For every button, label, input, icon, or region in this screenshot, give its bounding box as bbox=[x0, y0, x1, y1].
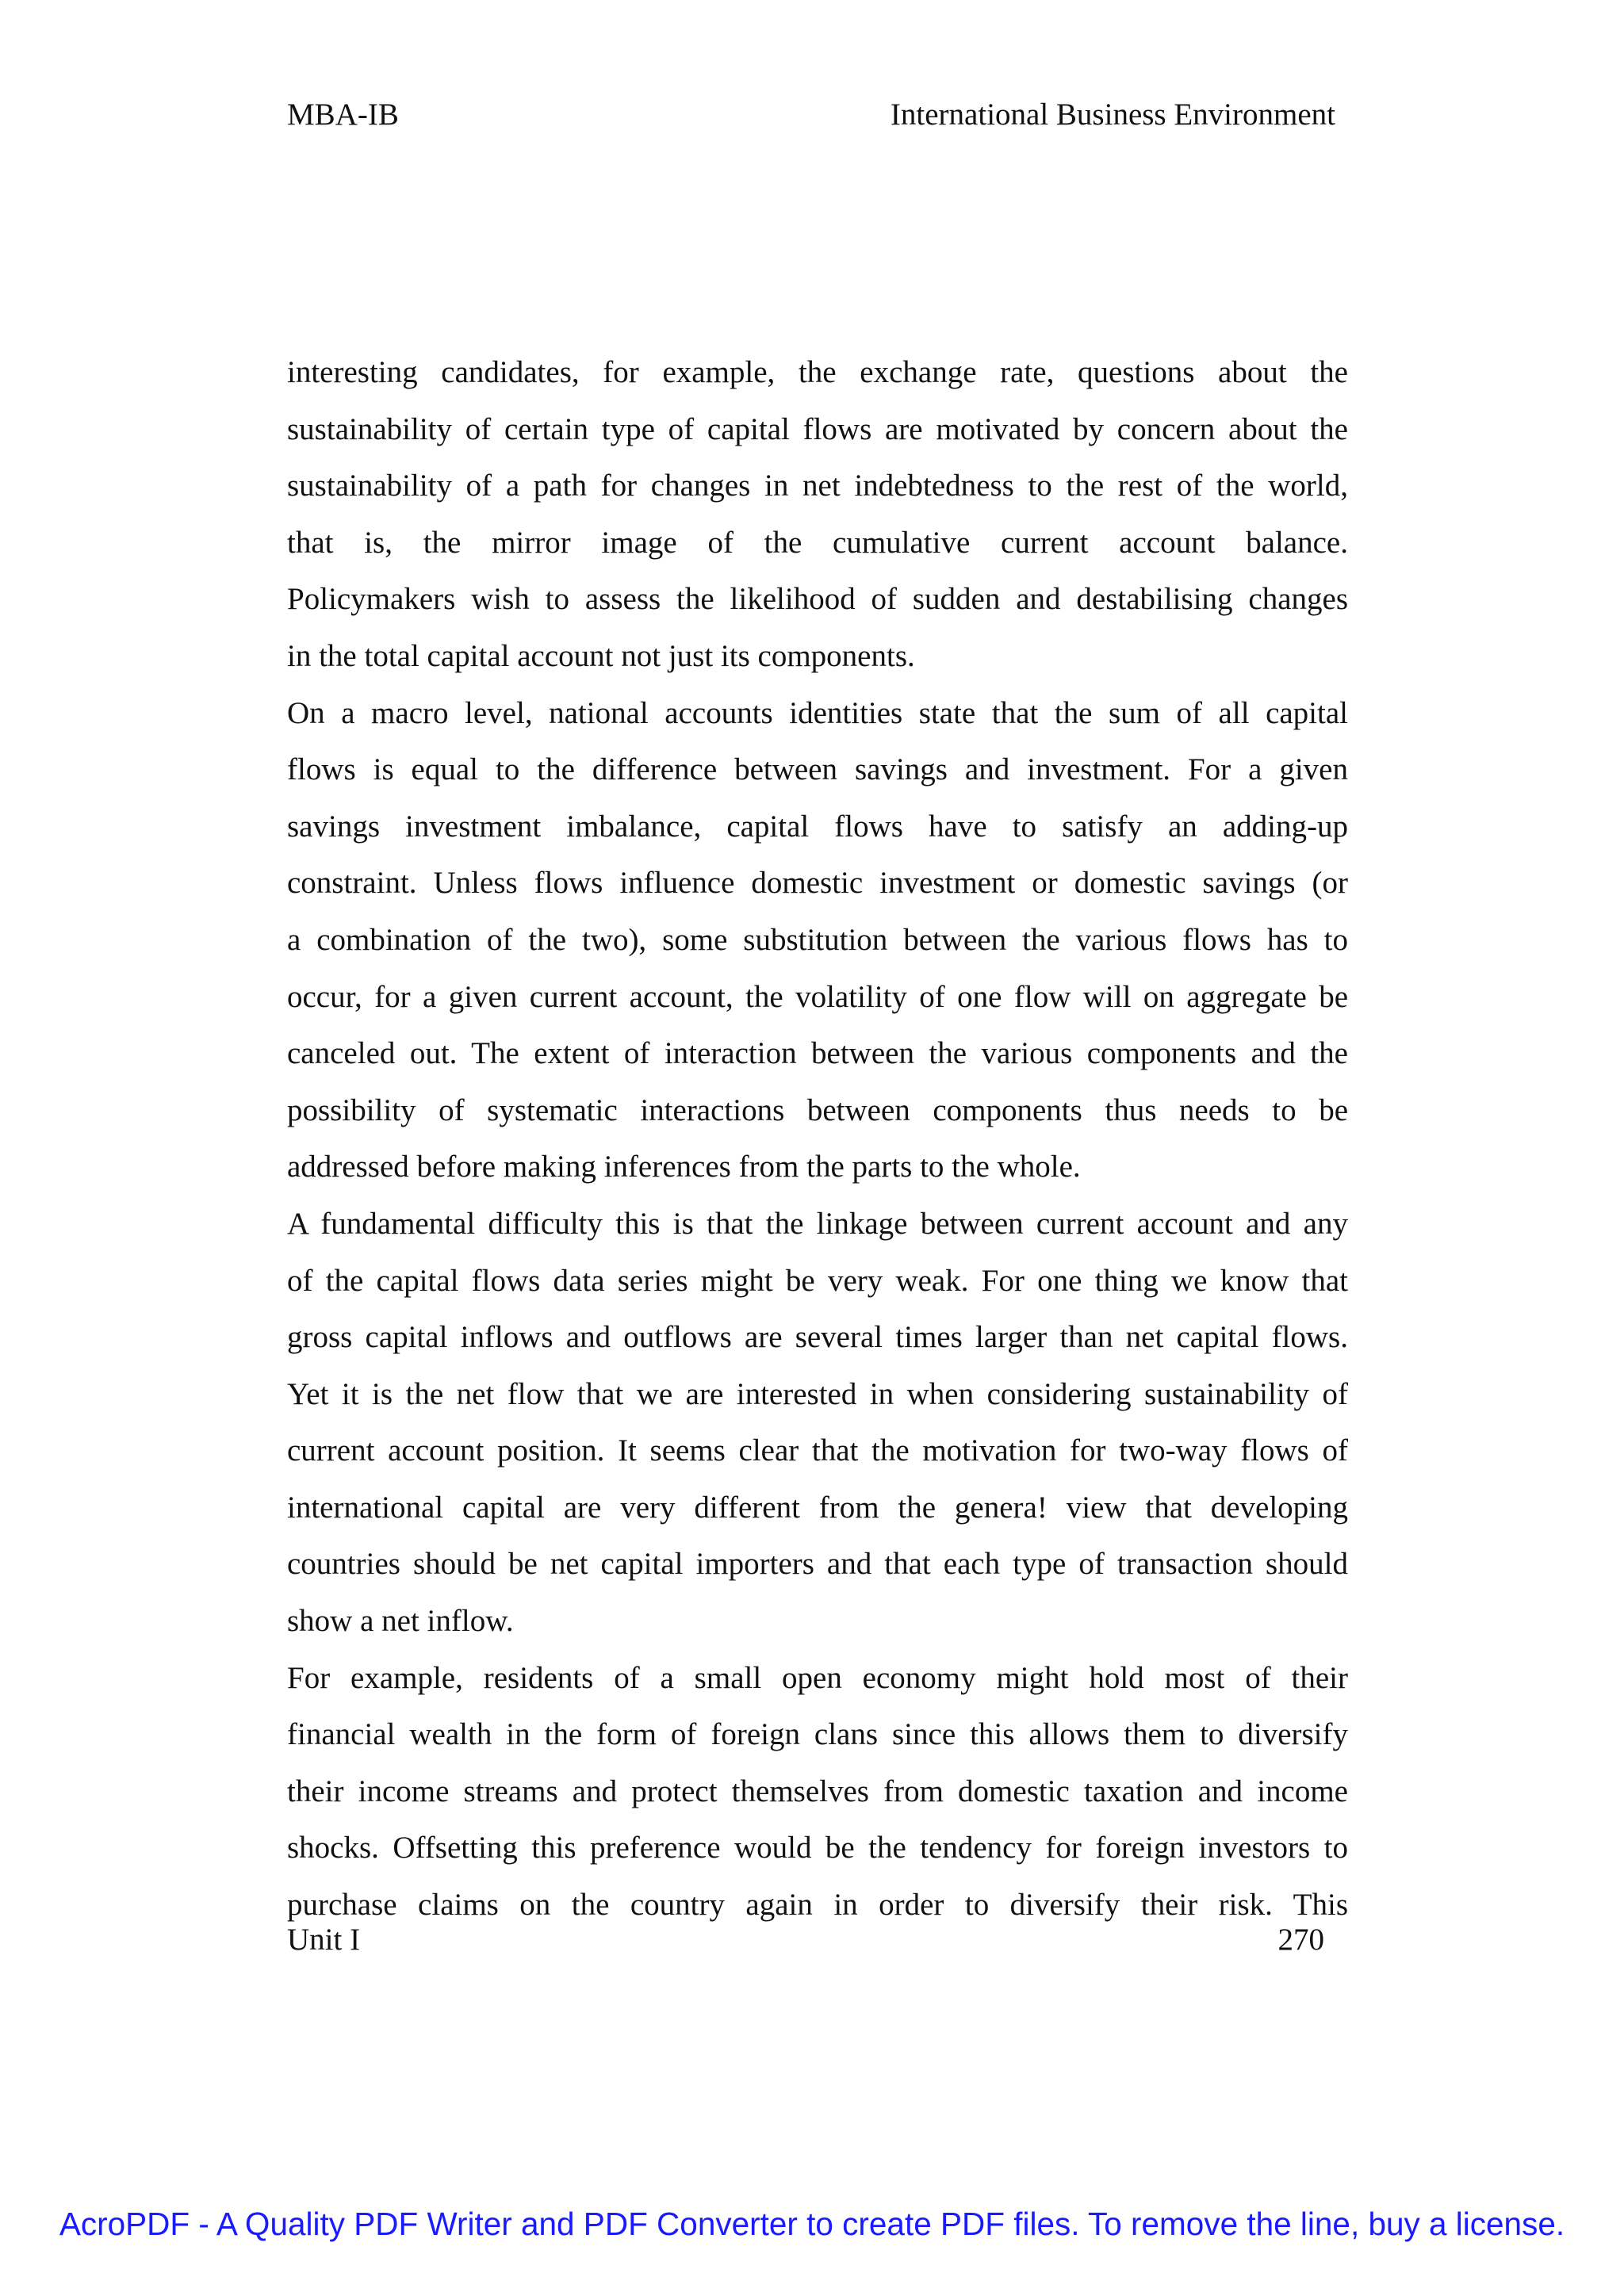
text-line: canceled out. The extent of interaction between the various components and the bbox=[287, 1036, 1348, 1071]
text-line: On a macro level, national accounts identities state that the sum of all capital bbox=[287, 695, 1348, 730]
text-line: show a net inflow. bbox=[287, 1604, 514, 1639]
text-line: Yet it is the net flow that we are interested in when considering sustainability of bbox=[287, 1376, 1348, 1411]
text-line: addressed before making inferences from the parts to the whole. bbox=[287, 1150, 1081, 1184]
text-line: flows is equal to the difference between savings and investment. For a given bbox=[287, 752, 1348, 787]
page-footer bbox=[287, 1922, 1324, 1963]
paragraph bbox=[287, 1650, 1348, 1934]
text-line: financial wealth in the form of foreign clans since this allows them to diversify bbox=[287, 1717, 1348, 1752]
body-text bbox=[287, 344, 1348, 1934]
header-course-code: MBA-IB bbox=[287, 98, 399, 132]
text-line: possibility of systematic interactions between components thus needs to be bbox=[287, 1093, 1348, 1127]
text-line: constraint. Unless flows influence domestic investment or domestic savings (or bbox=[287, 866, 1348, 901]
acropdf-watermark: AcroPDF - A Quality PDF Writer and PDF Converter to create PDF files. To remove the line, buy a license. bbox=[59, 2206, 1565, 2242]
text-line: in the total capital account not just its components. bbox=[287, 638, 915, 673]
text-line: gross capital inflows and outflows are several times larger than net capital flows. bbox=[287, 1320, 1348, 1355]
footer-unit-label: Unit I bbox=[287, 1923, 361, 1957]
text-line: sustainability of a path for changes in net indebtedness to the rest of the world, bbox=[287, 469, 1348, 503]
paragraph bbox=[287, 1196, 1348, 1650]
paragraph bbox=[287, 344, 1348, 685]
text-line: savings investment imbalance, capital flows have to satisfy an adding-up bbox=[287, 809, 1348, 844]
text-line: A fundamental difficulty this is that the linkage between current account and any bbox=[287, 1206, 1348, 1241]
text-line: purchase claims on the country again in order to diversify their risk. This bbox=[287, 1888, 1348, 1923]
text-line: international capital are very different from the genera! view that developing bbox=[287, 1490, 1348, 1525]
text-line: that is, the mirror image of the cumulative current account balance. bbox=[287, 525, 1348, 560]
text-line: of the capital flows data series might be very weak. For one thing we know that bbox=[287, 1263, 1348, 1298]
page-header bbox=[287, 97, 1335, 138]
header-book-title: International Business Environment bbox=[890, 98, 1335, 132]
text-line: their income streams and protect themselves from domestic taxation and income bbox=[287, 1774, 1348, 1808]
text-line: interesting candidates, for example, the exchange rate, questions about the bbox=[287, 355, 1348, 389]
paragraph bbox=[287, 685, 1348, 1196]
text-line: sustainability of certain type of capital flows are motivated by concern about the bbox=[287, 411, 1348, 446]
text-line: For example, residents of a small open economy might hold most of their bbox=[287, 1660, 1348, 1695]
text-line: Policymakers wish to assess the likelihood of sudden and destabilising changes bbox=[287, 582, 1348, 617]
text-line: countries should be net capital importers and that each type of transaction should bbox=[287, 1547, 1348, 1582]
page-number: 270 bbox=[1277, 1923, 1324, 1957]
text-line: a combination of the two), some substitution between the various flows has to bbox=[287, 922, 1348, 957]
text-line: current account position. It seems clear that the motivation for two-way flows of bbox=[287, 1433, 1348, 1468]
text-line: shocks. Offsetting this preference would be the tendency for foreign investors to bbox=[287, 1831, 1348, 1866]
text-line: occur, for a given current account, the volatility of one flow will on aggregate be bbox=[287, 979, 1348, 1014]
